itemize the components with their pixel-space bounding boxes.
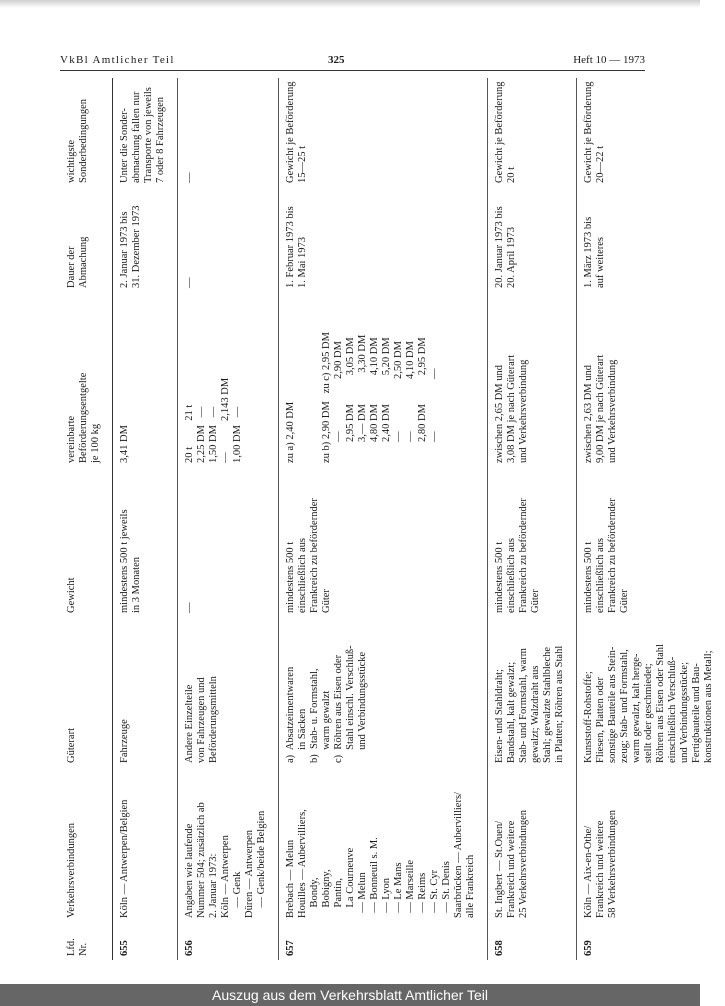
row-duration: 20. Januar 1973 bis 20. April 1973 <box>488 187 577 292</box>
agreements-table <box>60 78 725 960</box>
row-route: Köln — Aix-en-Othe/ Frankreich und weitere 58 Verkehrsverbindungen <box>577 767 725 922</box>
header-rule <box>60 70 645 71</box>
table-row <box>488 78 577 960</box>
rotated-table-area <box>60 78 714 960</box>
col-header-fee: vereinbarte Beförderungsentgelte je 100 kg <box>60 292 113 467</box>
col-header-route: Verkehrsverbindungen <box>60 767 113 922</box>
col-header-weight: Gewicht <box>60 467 113 617</box>
row-goods: Kunststoff-Rohstoffe; Fliesen, Platten oder sonstige Bauteile aus Stein- zeug; Stab- und Formstahl, warm gewalzt, kalt herge- stellt oder geschmiedet; Röhren aus Eisen oder Stahl einschließlich Verschluß- und Verbindungsstücke; Fertigbauteile und Bau- konstruktionen aus Metall; <box>577 617 725 767</box>
row-goods: Fahrzeuge <box>119 719 130 763</box>
table-header-row <box>60 78 113 960</box>
row-nr: 656 <box>178 922 279 960</box>
issue-label: Heft 10 — 1973 <box>573 54 645 66</box>
page-number: 325 <box>328 54 345 66</box>
row-route: Köln — Antwerpen/Belgien <box>119 799 130 918</box>
row-weight: — <box>178 467 279 617</box>
row-fee: zwischen 2,65 DM und 3,08 DM je nach Güterart und Verkehrsverbindung <box>488 292 577 467</box>
row-route: Brebach — Melun Houilles — Aubervilliers, Bondy, Bobigny, Pantin, La Courneuve — Melun — Bonneuil s. M. — Lyon — Le Mans — Marseille — Reims — St. Cyr — St. Denis Saarbrücken — Aubervilliers/ alle Frankreich <box>279 767 488 922</box>
table-row <box>178 78 279 960</box>
row-duration: 1. März 1973 bis auf weiteres <box>577 187 725 292</box>
row-nr: 658 <box>488 922 577 960</box>
col-header-goods: Güterart <box>60 617 113 767</box>
row-conditions: Gewicht je Beförderung 15—25 t <box>279 78 488 187</box>
row-duration: 2. Januar 1973 bis 31. Dezember 1973 <box>119 205 142 288</box>
row-fee: zu a) 2,40 DM zu b) 2,90 DM zu c) 2,95 DM — 2,90 DM 2,95 DM 3,05 DM 3,— DM 3,30 DM 4,80 DM 4,10 DM 2,40 DM 5,20 DM — 2,50 DM — 4,10 DM 2,80 DM 2,95 DM — — <box>279 292 488 467</box>
row-weight: mindestens 500 t einschließlich aus Frankreich zu befördernder Güter <box>488 467 577 617</box>
row-conditions: — <box>178 78 279 187</box>
row-duration: 1. Februar 1973 bis 1. Mai 1973 <box>279 187 488 292</box>
rotated-table-wrapper <box>60 78 714 960</box>
row-goods: Andere Einzelteile von Fahrzeugen und Beförderungsmitteln <box>178 617 279 767</box>
row-goods: a) Absatzeimentwaren in Säcken b) Stab- u. Formstahl, warm gewalzt c) Röhren aus Eisen oder Stahl einschl. Verschluß- und Verbindungsstücke <box>279 617 488 767</box>
journal-title: VkBl Amtlicher Teil <box>60 54 175 66</box>
col-header-nr: Lfd. Nr. <box>60 922 113 960</box>
row-fee: 3,41 DM <box>119 425 130 463</box>
row-route: Angaben wie laufende Nummer 504; zusätzlich ab 2. Januar 1973: Köln — Antwerpen — Genk Düren — Antwerpen — Genk/beide Belgien <box>178 767 279 922</box>
row-goods: Eisen- und Stahldraht; Bandstahl, kalt gewalzt; Stab- und Formstahl, warm gewalzt; Walzdraht aus Stahl; gewalzte Stahlbleche in Platten; Röhren aus Stahl <box>488 617 577 767</box>
row-conditions: Gewicht je Beförderung 20—22 t <box>577 78 725 187</box>
row-duration: — <box>178 187 279 292</box>
table-row <box>577 78 725 960</box>
table-row <box>113 78 178 960</box>
row-weight: mindestens 500 t jeweils in 3 Monaten <box>119 509 142 613</box>
col-header-duration: Dauer der Abmachung <box>60 187 113 292</box>
row-nr: 655 <box>119 940 130 956</box>
col-header-conditions: wichtigste Sonderbedingungen <box>60 78 113 187</box>
scan-edge <box>0 0 700 8</box>
row-fee: zwischen 2,63 DM und 9,00 DM je nach Güterart und Verkehrsverbindung <box>577 292 725 467</box>
table-row <box>279 78 488 960</box>
row-weight: mindestens 500 t einschließlich aus Frankreich zu befördernder Güter <box>279 467 488 617</box>
row-route: St. Ingbert — St.Ouen/ Frankreich und weitere 25 Verkehrsverbindungen <box>488 767 577 922</box>
row-nr: 659 <box>577 922 725 960</box>
row-weight: mindestens 500 t einschließlich aus Frankreich zu befördernder Güter <box>577 467 725 617</box>
row-conditions: Unter die Sonder- abmachung fallen nur Transporte von jeweils 7 oder 8 Fahrzeugen <box>119 87 166 183</box>
row-nr: 657 <box>279 922 488 960</box>
row-fee: 20 t 21 t 2,25 DM — 1,50 DM — — 2,143 DM 1,00 DM — <box>178 292 279 467</box>
footer-banner: Auszug aus dem Verkehrsblatt Amtlicher Teil <box>0 984 700 1006</box>
row-conditions: Gewicht je Beförderung 20 t <box>488 78 577 187</box>
